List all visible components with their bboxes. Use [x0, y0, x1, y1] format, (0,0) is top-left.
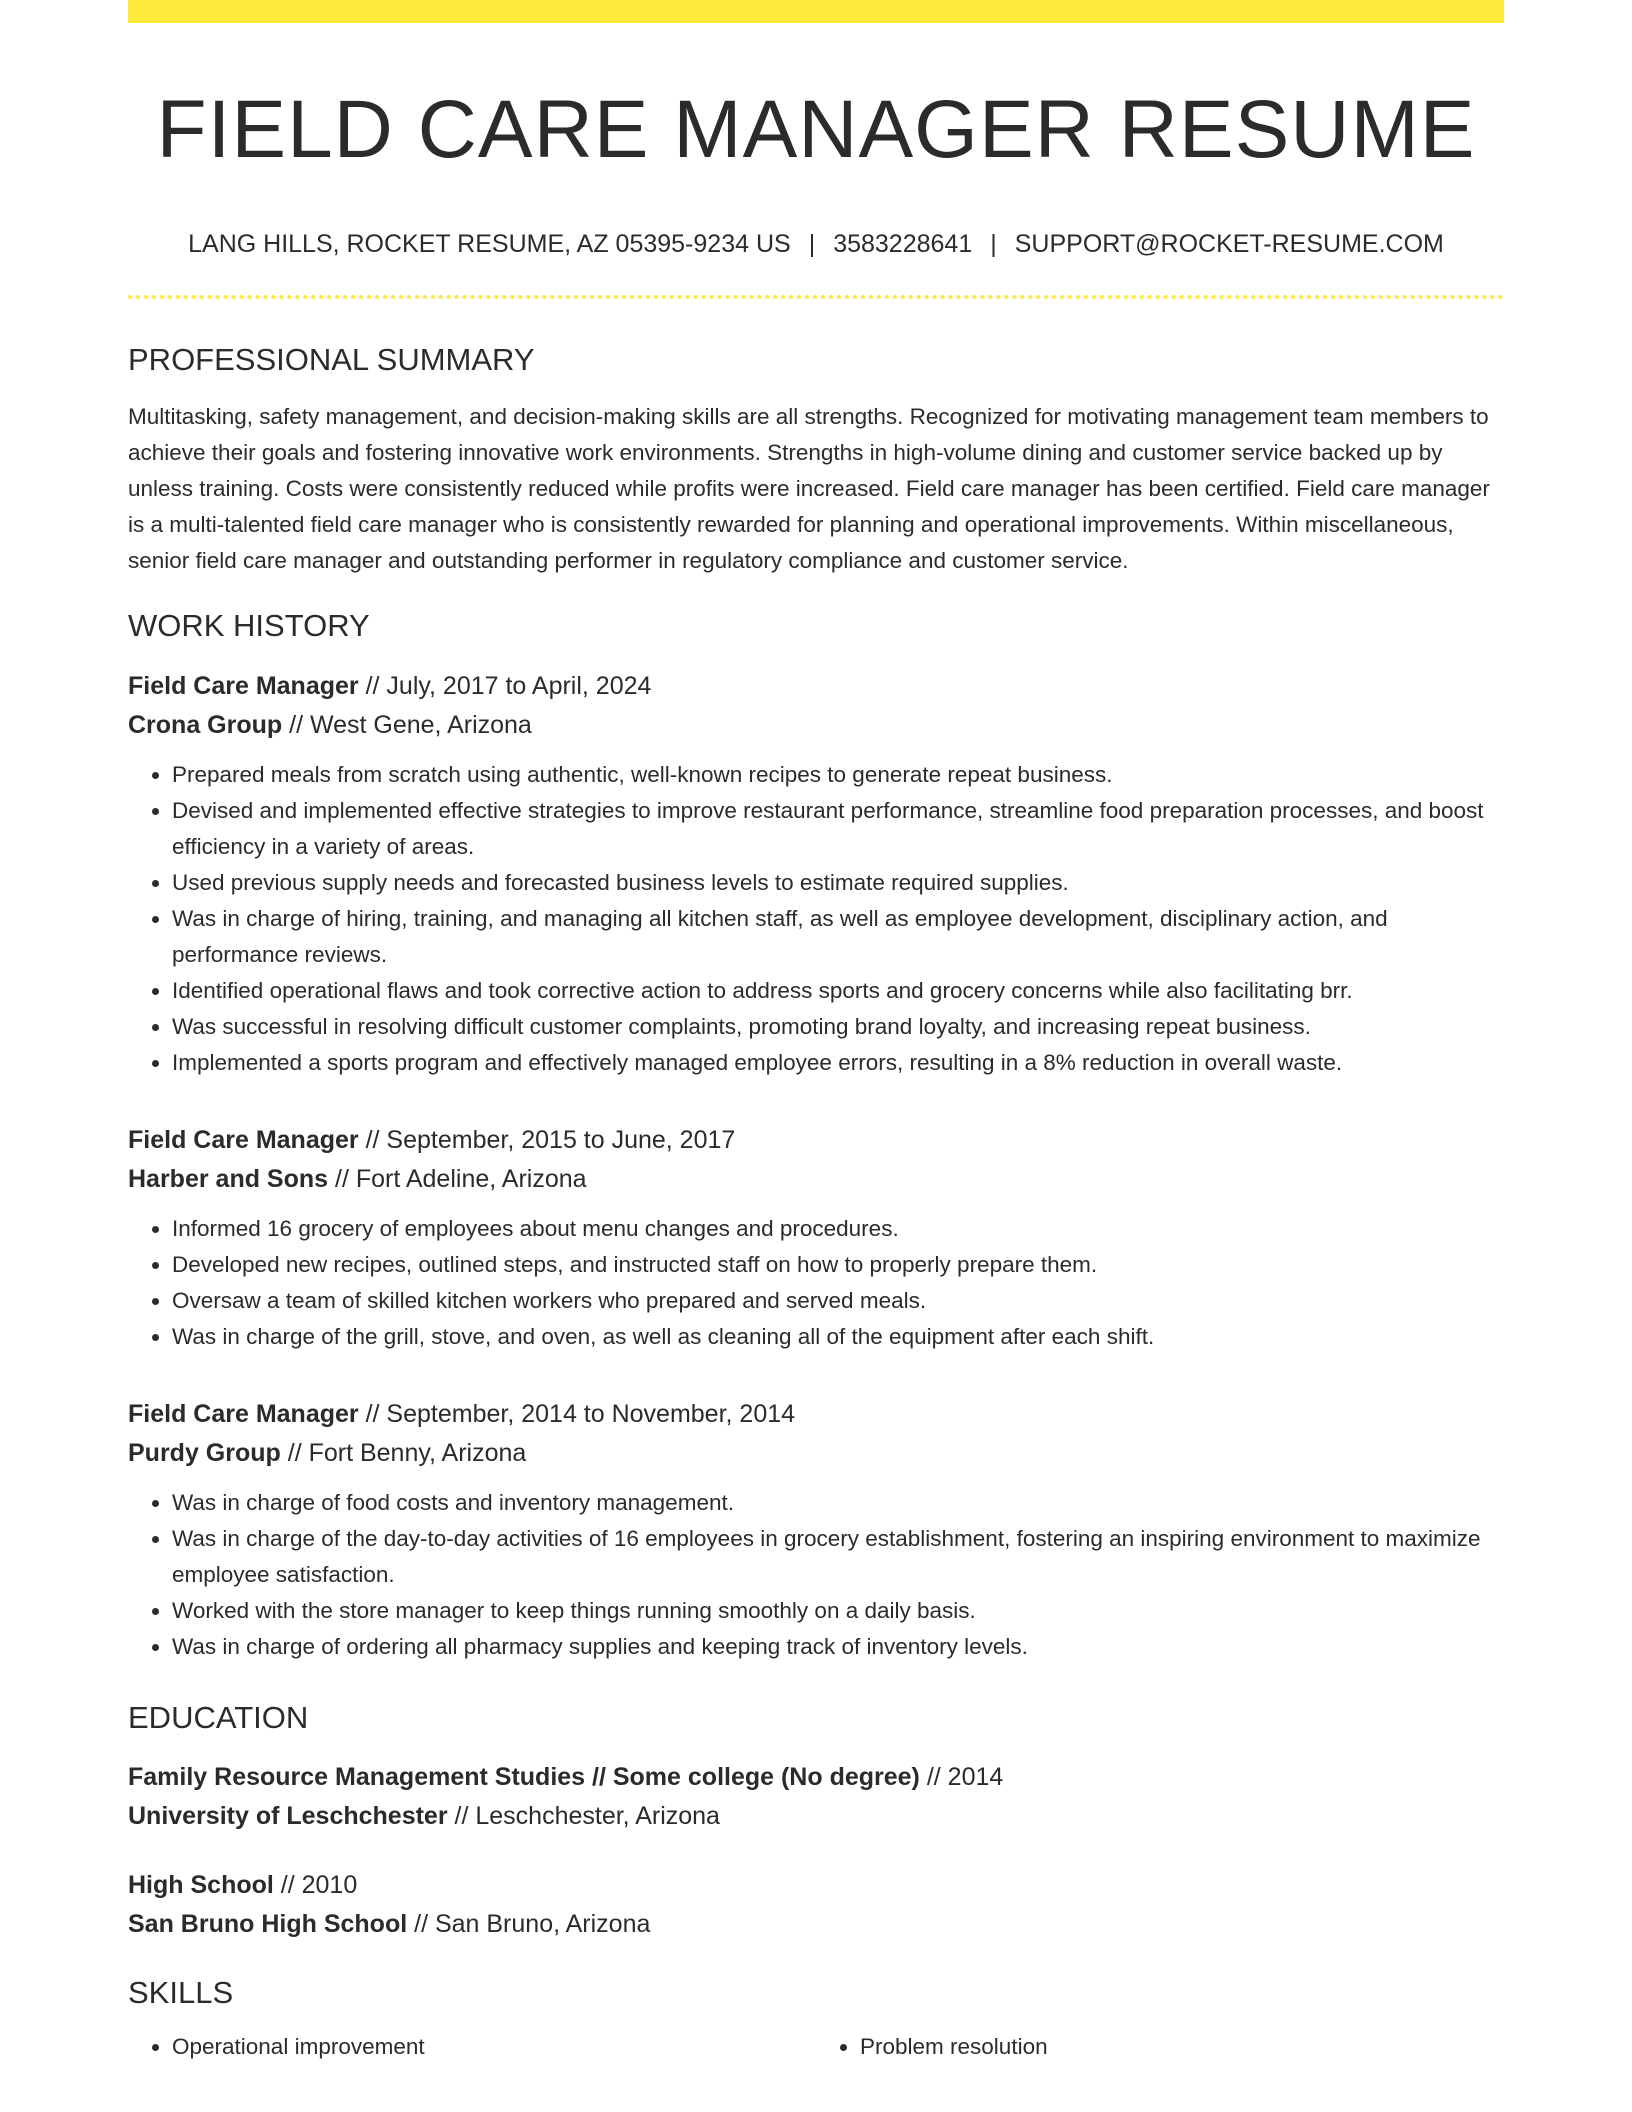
job-location: // Fort Adeline, Arizona	[328, 1164, 587, 1193]
contact-line	[128, 229, 1504, 259]
contact-email: SUPPORT@ROCKET-RESUME.COM	[1014, 230, 1444, 259]
job-title-line	[128, 667, 1504, 706]
job-entry	[128, 667, 1504, 1081]
job-entry	[128, 1121, 1504, 1355]
job-bullet: • Devised and implemented effective strategies to improve restaurant performance, streamline food preparation processes, and boost efficiency in a variety of areas.	[172, 793, 1504, 865]
skills-left-list	[128, 2029, 816, 2065]
job-company-line	[128, 1434, 1504, 1473]
job-location: // Fort Benny, Arizona	[280, 1438, 527, 1467]
education-entry	[128, 1758, 1504, 1836]
job-dates: // July, 2017 to April, 2024	[358, 671, 652, 700]
education-location: // San Bruno, Arizona	[407, 1909, 651, 1938]
education-entry	[128, 1866, 1504, 1944]
job-location: // West Gene, Arizona	[282, 710, 532, 739]
job-company: Crona Group	[128, 710, 283, 739]
contact-address: LANG HILLS, ROCKET RESUME, AZ 05395-9234 US	[188, 230, 791, 259]
summary-heading: PROFESSIONAL SUMMARY	[128, 342, 535, 378]
education-school-line	[128, 1905, 1504, 1944]
education-school-line	[128, 1797, 1504, 1836]
job-bullet: • Informed 16 grocery of employees about menu changes and procedures.	[172, 1211, 1504, 1247]
education-location: // Leschchester, Arizona	[447, 1801, 720, 1830]
job-bullet: • Was in charge of hiring, training, and managing all kitchen staff, as well as employee development, disciplinary action, and performance reviews.	[172, 901, 1504, 973]
job-dates: // September, 2014 to November, 2014	[358, 1399, 796, 1428]
job-bullet: • Prepared meals from scratch using authentic, well-known recipes to generate repeat business.	[172, 757, 1504, 793]
job-bullet: • Developed new recipes, outlined steps, and instructed staff on how to properly prepare them.	[172, 1247, 1504, 1283]
job-title: Field Care Manager	[128, 1399, 359, 1428]
skills-right-list	[816, 2029, 1504, 2065]
education-degree-line	[128, 1866, 1504, 1905]
contact-phone: 3583228641	[833, 230, 973, 259]
resume-page	[128, 0, 1504, 2065]
education-heading: EDUCATION	[128, 1699, 309, 1735]
skill-item: • Problem resolution	[860, 2029, 1504, 2065]
job-title-line	[128, 1395, 1504, 1434]
job-title: Field Care Manager	[128, 671, 359, 700]
education-year: // 2014	[919, 1762, 1004, 1791]
job-bullet: • Was in charge of ordering all pharmacy supplies and keeping track of inventory levels.	[172, 1629, 1504, 1665]
job-bullets	[128, 757, 1504, 1081]
job-company: Purdy Group	[128, 1438, 281, 1467]
summary-text: Multitasking, safety management, and decision-making skills are all strengths. Recognized for motivating management team members to achieve their goals and fostering innovative work environments. Strengths in high-volume dining and customer service backed up by unless training. Costs were consistently reduced while profits were increased. Field care manager has been certified. Field care manager is a multi-talented field care manager who is consistently rewarded for planning and operational improvements. Within miscellaneous, senior field care manager and outstanding performer in regulatory compliance and customer service.	[128, 404, 1490, 574]
job-bullet: • Was in charge of the grill, stove, and oven, as well as cleaning all of the equipment after each shift.	[172, 1319, 1504, 1355]
education-school: University of Leschchester	[128, 1801, 448, 1830]
job-bullet: • Identified operational flaws and took corrective action to address sports and grocery concerns while also facilitating brr.	[172, 973, 1504, 1009]
job-company-line	[128, 706, 1504, 745]
job-bullets	[128, 1485, 1504, 1665]
job-bullet: • Oversaw a team of skilled kitchen workers who prepared and served meals.	[172, 1283, 1504, 1319]
dotted-divider	[128, 295, 1504, 299]
job-bullet: • Was in charge of food costs and inventory management.	[172, 1485, 1504, 1521]
job-title-line	[128, 1121, 1504, 1160]
accent-top-bar	[128, 0, 1504, 23]
skills-heading: SKILLS	[128, 1974, 234, 2010]
job-bullet: • Worked with the store manager to keep things running smoothly on a daily basis.	[172, 1593, 1504, 1629]
contact-separator: |	[990, 230, 997, 259]
work-history-heading: WORK HISTORY	[128, 608, 370, 644]
education-degree: High School	[128, 1870, 274, 1899]
skills-columns	[128, 2029, 1504, 2065]
skill-item: • Operational improvement	[172, 2029, 816, 2065]
job-bullet: • Implemented a sports program and effectively managed employee errors, resulting in a 8% reduction in overall waste.	[172, 1045, 1504, 1081]
job-company-line	[128, 1160, 1504, 1199]
education-school: San Bruno High School	[128, 1909, 408, 1938]
job-title: Field Care Manager	[128, 1125, 359, 1154]
job-bullet: • Was in charge of the day-to-day activities of 16 employees in grocery establishment, fostering an inspiring environment to maximize employee satisfaction.	[172, 1521, 1504, 1593]
job-company: Harber and Sons	[128, 1164, 329, 1193]
contact-separator: |	[808, 230, 816, 259]
education-degree-line	[128, 1758, 1504, 1797]
job-bullet: • Used previous supply needs and forecasted business levels to estimate required supplies.	[172, 865, 1504, 901]
job-bullets	[128, 1211, 1504, 1355]
education-year: // 2010	[273, 1870, 358, 1899]
education-degree: Family Resource Management Studies // Some college (No degree)	[128, 1762, 920, 1791]
job-bullet: • Was successful in resolving difficult customer complaints, promoting brand loyalty, and increasing repeat business.	[172, 1009, 1504, 1045]
resume-title: FIELD CARE MANAGER RESUME	[156, 84, 1476, 175]
job-entry	[128, 1395, 1504, 1665]
job-dates: // September, 2015 to June, 2017	[358, 1125, 736, 1154]
